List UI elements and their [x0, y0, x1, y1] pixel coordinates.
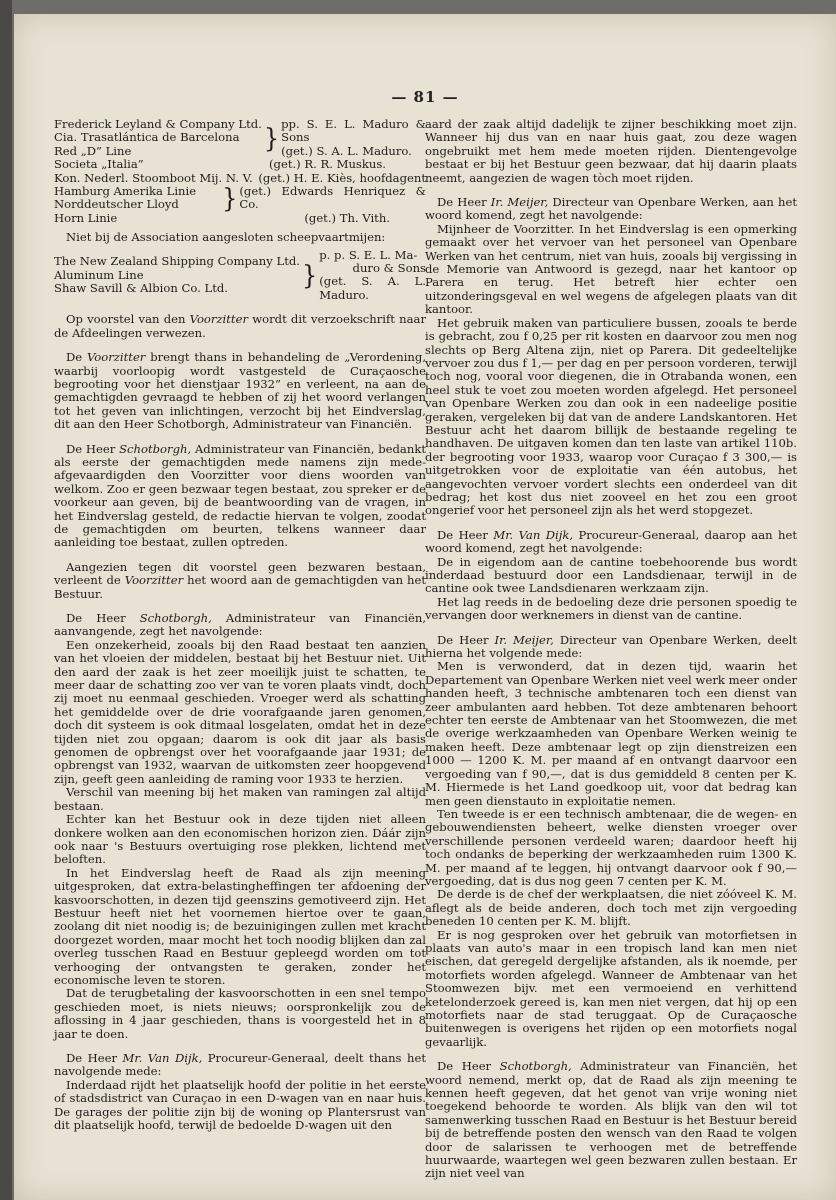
paragraph: Aangezien tegen dit voorstel geen bezwaren bestaan, verleent de Voorzitter het woord aan de gemachtigden van het Bestuur. [54, 559, 426, 601]
paragraph: De Heer Schotborgh, Administrateur van Financiën, bedankt als eerste der gemachtigden mede namens zijn mede-afgevaardigden den Voorzitter voor diens woorden van welkom. Zoo er geen bezwaar tegen bestaat, zou spreker er de voorkeur aan geven, bij de beantwoording van de vragen, in het Eindverslag gesteld, de redactie hiervan te volgen, zoodat de gemachtigden om beurten, telkens wanneer daar aanleiding toe bestaat, zullen optreden. [54, 441, 426, 550]
shipping-row-italia [54, 158, 426, 171]
paragraph: Inderdaad rijdt het plaatselijk hoofd der politie in het eerste of stadsdistrict van Curaçao in een D-wagen van en naar huis. De garages der politie zijn bij de woning op Plantersrust van dit plaatselijk hoofd, terwijl de bedoelde D-wagen uit den [54, 1077, 426, 1133]
paragraph: De Heer Ir. Meijer, Directeur van Openbare Werken, aan het woord komend, zegt het navolgende: [425, 195, 797, 223]
shipping-line: Kon. Nederl. Stoomboot Mij. N. V. [54, 170, 253, 185]
paragraph: De Heer Schotborgh, Administrateur van Financiën, aanvangende, zegt het navolgende: [54, 611, 427, 639]
paragraph: Een onzekerheid, zooals bij den Raad bestaat ten aanzien van het vloeien der middelen, bestaat bij het Bestuur niet. Uit den aard der zaak is het zeer moeilijk juist te schatten, te meer daar de schatting zoo ver van te voren plaats vindt, doch zij moet nu eenmaal geschieden. Vroeger werd als schatting het gemiddelde over de drie voorafgaande jaren genomen, doch dit systeem is ook ditmaal losgelaten, omdat het in deze tijden niet zou opgaan; daarom is ook dit jaar als basis genomen de opbrengst over het voorafgaande jaar 1931; de opbrengst van 1932, waarvan de uitkomsten zeer hoopgevend zijn, geeft geen aanleiding de raming voor 1933 te herzien. [54, 637, 426, 786]
paragraph: De Heer Mr. Van Dijk, Procureur-Generaal, deelt thans het navolgende mede: [54, 1051, 426, 1079]
agent-line: (get.) Edwards Henriquez & Co. [239, 184, 426, 212]
agent-line: (get.) R. R. Muskus. [269, 157, 386, 172]
left-column [54, 118, 426, 1132]
paragraph: De Voorzitter brengt thans in behandeling de „Verordening, waarbij voorloopig wordt vastgesteld de Curaçaosche begrooting voor het dienstjaar 1932” en verleent, na aan de gemachtigden gevraagd te hebben of zij het woord verlangen tot het geven van inlichtingen, verzocht bij het Eindverslag, dit aan den Heer Schotborgh, Administrateur van Financiën. [54, 350, 427, 432]
paragraph: Het gebruik maken van particuliere bussen, zooals te berde is gebracht, zou f 0,25 per rit kosten en daarvoor zou men nog slechts op Berg Altena zijn, niet op Parera. Dit gedeeltelijke vervoer zou dus f 1,— per dag en per persoon vorderen, terwijl toch nog, vooral voor diegenen, die in Otrabanda wonen, een heel stuk te voet zou moeten worden afgelegd. Het personeel van Openbare Werken zou dan ook in een nadeelige positie geraken, vergeleken bij dat van de andere Landskantoren. Het Bestuur acht het daarom billijk de bestaande regeling te handhaven. De uitgaven komen dan ten laste van artikel 110b. der begrooting voor 1933, waarop voor Curaçao f 3 300,— is uitgetrokken voor de exploitatie van één autobus, het aangevochten vervoer vordert slechts een onderdeel van dit bedrag; het kost dus niet zooveel en het zou een groot ongerief voor het personeel zijn als het werd stopgezet. [425, 315, 797, 518]
right-column [425, 118, 797, 1181]
shipping-line: Frederick Leyland & Company Ltd. [54, 117, 262, 131]
agent-line: (get. S. A. L. Maduro. [319, 274, 426, 302]
agent-line: p. p. S. E. L. Ma- [319, 247, 418, 262]
paragraph: Het lag reeds in de bedoeling deze drie personen spoedig te vervangen door werknemers in dienst van de cantine. [425, 594, 797, 623]
agent-line: duro & Sons [352, 261, 426, 276]
paragraph: Dat de terugbetaling der kasvoorschotten in een snel tempo geschieden moet, is niets nieuws; oorspronkelijk zou de aflossing in 4 jaar geschieden, thans is voorgesteld het in 8 jaar te doen. [54, 986, 426, 1041]
shipping-line: Shaw Savill & Albion Co. Ltd. [54, 281, 228, 296]
page-number: — 81 — [391, 88, 459, 106]
paragraph: Ten tweede is er een technisch ambtenaar, die de wegen- en gebouwendiensten beheert, welke diensten vroeger over verschillende personen verdeeld waren; daardoor heeft hij toch ondanks de beperking der werkzaamheden ruim 1300 K. M. per maand af te leggen, hij ontvangt daarvoor ook f 90,— vergoeding, dat is dus nog geen 7 centen per K. M. [425, 806, 797, 888]
shipping-line: Hamburg Amerika Linie [54, 184, 197, 199]
shipping-group-3 [54, 249, 426, 303]
agent-line: (get.) Th. Vith. [304, 210, 390, 225]
paragraph: De in eigendom aan de cantine toebehoorende bus wordt inderdaad bestuurd door een Landsdienaar, terwijl in de cantine ook twee Landsdienaren werkzaam zijn. [425, 554, 797, 596]
paragraph: aard der zaak altijd dadelijk te zijner beschikking moet zijn. Wanneer hij dus van en naar huis gaat, zou deze wagen ongebruikt met hem mede moeten rijden. Dientengevolge bestaat er bij het Bestuur geen bezwaar, dat hij daarin plaats neemt, aangezien de wagen tòch moet rijden. [425, 117, 797, 185]
shipping-line: Horn Linie [54, 210, 118, 225]
agent-line: (get.) H. E. Kiès, hoofdagent [258, 170, 426, 185]
paragraph: Er is nog gesproken over het gebruik van motorfietsen in plaats van auto's maar in een tropisch land kan men niet eischen, dat geregeld dergelijke afstanden, als ik noemde, per motorfiets worden afgelegd. Wanneer de Ambtenaar van het Stoomwezen bijv. met een vermoeiend en verhittend ketelonderzoek gereed is, kan men niet vergen, dat hij op een motorfiets naar de stad teruggaat. Op de Curaçaosche buitenwegen is overigens het rijden op een motorfiets nogal gevaarlijk. [425, 927, 797, 1049]
shipping-line: Cia. Trasatlántica de Barcelona [54, 130, 240, 145]
paragraph: De derde is de chef der werkplaatsen, die niet zóóveel K. M. aflegt als de beide anderen, doch toch met zijn vergoeding beneden 10 centen per K. M. blijft. [425, 887, 797, 929]
brace-icon: } [263, 122, 280, 154]
shipping-line: Norddeutscher Lloyd [54, 197, 179, 212]
paragraph: Op voorstel van den Voorzitter wordt dit verzoekschrift naar de Afdeelingen verwezen. [54, 312, 426, 340]
agent-line: (get.) S. A. L. Maduro. [281, 143, 412, 158]
shipping-line: Aluminum Line [54, 267, 144, 282]
shipping-group-1 [54, 118, 426, 158]
paragraph: Verschil van meening bij het maken van ramingen zal altijd bestaan. [54, 785, 426, 813]
shipping-line: Societa „Italia” [54, 157, 144, 172]
document-page [14, 14, 836, 1200]
agent-line: pp. S. E. L. Maduro & Sons [281, 117, 426, 145]
paragraph: In het Eindverslag heeft de Raad als zijn meening uitgesproken, dat extra-belastingheffingen ter afdoening der kasvoorschotten, in dezen tijd geenszins gemotiveerd zijn. Het Bestuur heeft niet het voornemen hiertoe over te gaan, zoolang dit niet noodig is; de bezuinigingen zullen met kracht doorgezet worden, maar mocht het toch noodig blijken dan zal overleg tusschen Raad en Bestuur gepleegd worden om tot verhooging der ontvangsten te geraken, zonder het economische leven te storen. [54, 865, 426, 987]
paragraph: Mijnheer de Voorzitter. In het Eindverslag is een opmerking gemaakt over het vervoer van het personeel van Openbare Werken van het centrum, niet van huis, zooals bij vergissing in de Memorie van Antwoord is gezegd, naar het kantoor op Parera en terug. Het betreft hier echter oen uitzonderingsgeval en wel wegens de afgelegen plaats van dit kantoor. [425, 221, 797, 317]
brace-icon: } [301, 260, 318, 291]
shipping-line: Red „D” Line [54, 143, 132, 158]
paragraph: Men is verwonderd, dat in dezen tijd, waarin het Departement van Openbare Werken niet veel werk meer onder handen heeft, 3 technische ambtenaren toch een dienst van zeer ambulanten aard hebben. Tot deze ambtenaren behoort echter ten eerste de Ambtenaar van het Stoomwezen, die met de overige werkzaamheden van Openbare Werken weinig te maken heeft. Deze ambtenaar legt op zijn dienstreizen een 1000 — 1200 K. M. per maand af en ontvangt daarvoor een vergoeding van f 90,—, dat is dus gemiddeld 8 centen per K. M. Hiermede is het Land goedkoop uit, voor dat bedrag kan men geen dienstauto in exploitatie nemen. [425, 659, 797, 808]
shipping-row-kon [54, 172, 426, 185]
association-intro: Niet bij de Association aangesloten scheepvaartmijen: [66, 230, 386, 245]
shipping-row-horn [54, 212, 426, 225]
paragraph: De Heer Mr. Van Dijk, Procureur-Generaal, daarop aan het woord komend, zegt het navolgende: [425, 527, 797, 556]
shipping-line: The New Zealand Shipping Company Ltd. [54, 254, 300, 269]
paragraph: De Heer Ir. Meijer, Directeur van Openbare Werken, deelt hierna het volgende mede: [425, 632, 797, 661]
paragraph: Echter kan het Bestuur ook in deze tijden niet alleen donkere wolken aan den economischen horizon zien. Dáár zijn ook naar 's Bestuurs overtuiging rose plekken, lichtend met beloften. [54, 812, 426, 867]
shipping-group-2 [54, 185, 426, 212]
book-binding [0, 0, 12, 1200]
brace-icon: } [222, 183, 238, 214]
paragraph: De Heer Schotborgh, Administrateur van Financiën, het woord nemend, merkt op, dat de Raad als zijn meening te kennen heeft gegeven, dat het genot van vrije woning niet toegekend behoorde te worden. Als blijk van den wil tot samenwerking tusschen Raad en Bestuur is het Bestuur bereid bij de betreffende posten den wensch van den Raad te volgen door de salarissen te verhoogen met de betreffende huurwaarde, waartegen wel geen bezwaren zullen bestaan. Er zijn niet veel van [425, 1059, 797, 1181]
